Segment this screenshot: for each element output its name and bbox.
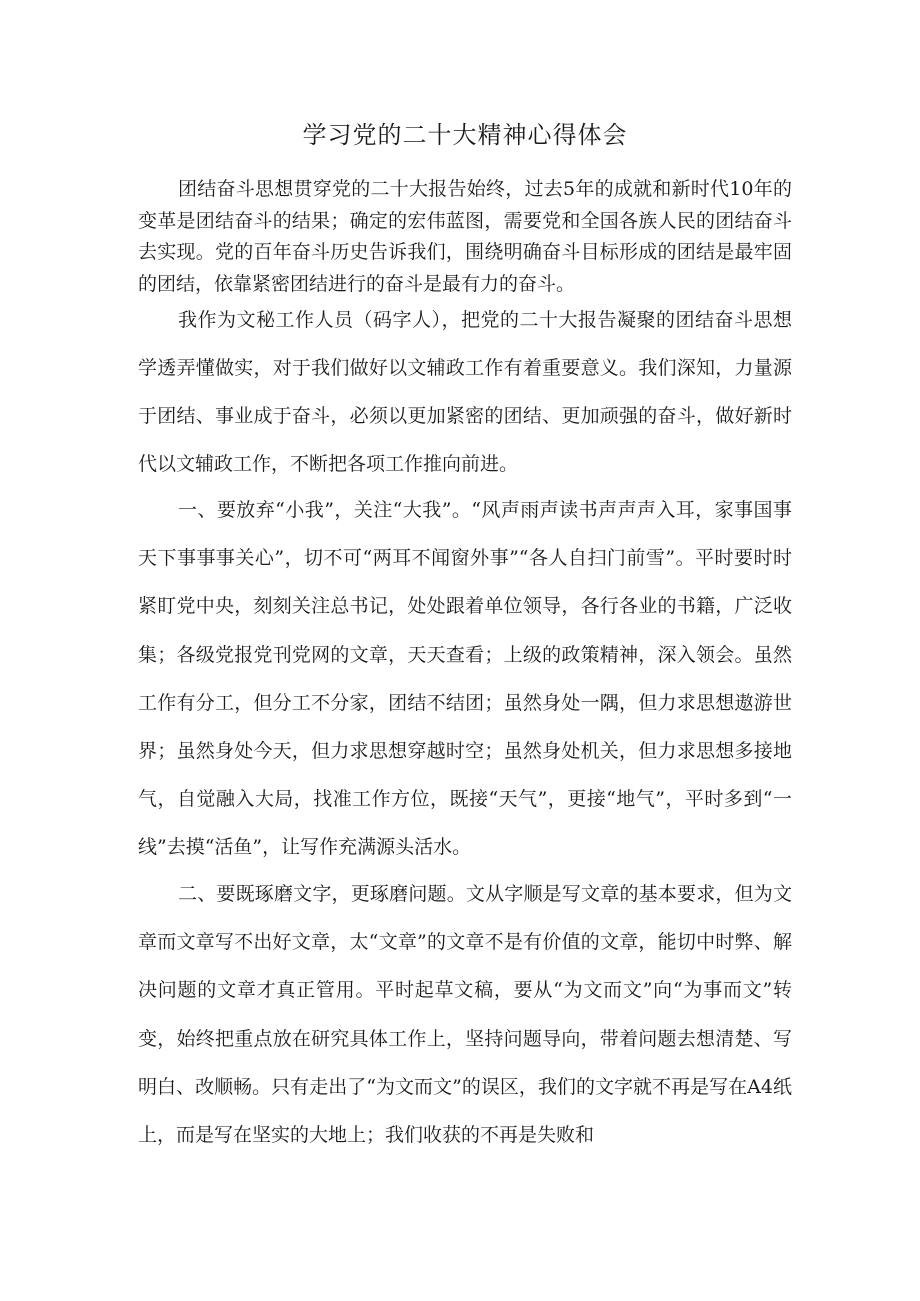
document-page — [138, 0, 792, 1301]
paragraph-point-one: 一、要放弃“小我”，关注“大我”。“风声雨声读书声声声入耳，家事国事天下事事事关心”，切不可“两耳不闻窗外事”“各人自扫门前雪”。平时要时时紧盯党中央，刻刻关注总书记，处处跟着单位领导，各行各业的书籍，广泛收集；各级党报党刊党网的文章，天天查看；上级的政策精神，深入领会。虽然工作有分工，但分工不分家，团结不结团；虽然身处一隅，但力求思想遨游世界；虽然身处今天，但力求思想穿越时空；虽然身处机关，但力求思想多接地气，自觉融入大局，找准工作方位，既接“天气”，更接“地气”，平时多到“一线”去摸“活鱼”，让写作充满源头活水。 — [138, 499, 792, 859]
document-title: 学习党的二十大精神心得体会 — [302, 121, 628, 149]
paragraph-point-two: 二、要既琢磨文字，更琢磨问题。文从字顺是写文章的基本要求，但为文章而文章写不出好文章，太“文章”的文章不是有价值的文章，能切中时弊、解决问题的文章才真正管用。平时起草文稿，要从“为文而文”向“为事而文”转变，始终把重点放在研究具体工作上，坚持问题导向，带着问题去想清楚、写明白、改顺畅。只有走出了“为文而文”的误区，我们的文字就不再是写在A4纸上，而是写在坚实的大地上；我们收获的不再是失败和 — [138, 883, 792, 1147]
paragraph-secretary-role: 我作为文秘工作人员（码字人），把党的二十大报告凝聚的团结奋斗思想学透弄懂做实，对于我们做好以文辅政工作有着重要意义。我们深知，力量源于团结、事业成于奋斗，必须以更加紧密的团结、更加顽强的奋斗，做好新时代以文辅政工作，不断把各项工作推向前进。 — [138, 309, 792, 475]
paragraph-unity-struggle: 团结奋斗思想贯穿党的二十大报告始终，过去5年的成就和新时代10年的变革是团结奋斗的结果；确定的宏伟蓝图，需要党和全国各族人民的团结奋斗去实现。党的百年奋斗历史告诉我们，围绕明确奋斗目标形成的团结是最牢固的团结，依靠紧密团结进行的奋斗是最有力的奋斗。 — [138, 178, 792, 295]
